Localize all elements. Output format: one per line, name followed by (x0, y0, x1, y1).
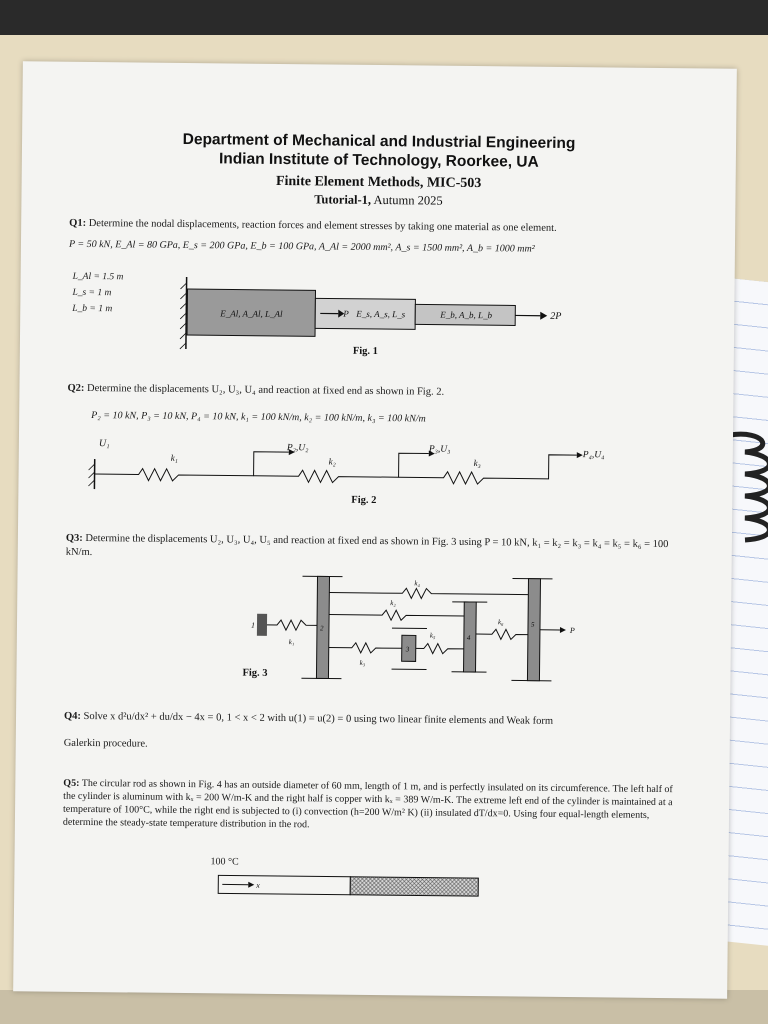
dark-background-strip (0, 0, 768, 35)
figure-4-rod-diagram (214, 873, 484, 898)
q2-label-u1: U₁ (98, 438, 110, 450)
q5-text: The circular rod as shown in Fig. 4 has an outside diameter of 60 mm, length of 1 m, and is perfectly insulated on its circumference. The left half of the cylinder is aluminum with kₓ = 200 W/m-K and the right half is copper with kₓ = 389 W/m-K. The extreme left end of the cylinder is maintained at a temperature of 100°C, while the right end is subjected to (i) convection (h=200 W/m² K) (ii) insulated dT/dx=0. Using four equal-length elements, determine the steady-state temperature distribution in the rod. (62, 777, 673, 831)
q2-label-k2: k₂ (328, 456, 336, 467)
q2-params: P₂ = 10 kN, P₃ = 10 kN, P₄ = 10 kN, k₁ = 100 kN/m, k₂ = 100 kN/m, k₃ = 100 kN/m (91, 410, 426, 425)
q3-number: Q3: (65, 532, 83, 544)
q2-label-p4u4: P₄,U₄ (582, 450, 605, 461)
q2-number: Q2: (67, 382, 85, 394)
q3-node-4: 4 (466, 633, 471, 643)
tutorial-sheet (13, 61, 737, 998)
q1-text: Determine the nodal displacements, reaction forces and element stresses by taking one material as one element. (88, 217, 557, 234)
q3-node-3: 3 (405, 645, 410, 654)
q1-params: P = 50 kN, E_Al = 80 GPa, E_s = 200 GPa, E_b = 100 GPa, A_Al = 2000 mm², A_s = 1500 mm², A_b = 1000 mm² (68, 238, 535, 255)
q1-label-p: P (343, 308, 349, 319)
term-label: Autumn 2025 (373, 192, 443, 208)
question-1 (69, 217, 689, 237)
q3-label-k4: k₄ (414, 579, 421, 588)
q3-node-1: 1 (250, 620, 256, 630)
tutorial-label: Tutorial-1, (314, 192, 372, 207)
q2-label-k3: k₃ (473, 458, 481, 469)
q3-label-k3: k₃ (359, 658, 366, 667)
q1-label-s: E_s, A_s, L_s (356, 308, 406, 320)
q3-label-k6: k₆ (497, 618, 504, 627)
q3-label-k1: k₁ (288, 638, 295, 647)
course-title: Finite Element Methods, MIC-503 (275, 173, 482, 192)
q3-node-2: 2 (319, 624, 324, 633)
q5-number: Q5: (63, 777, 80, 789)
q4-text-b: Galerkin procedure. (63, 737, 148, 750)
q1-label-b: E_b, A_b, L_b (440, 309, 493, 321)
figure-1-caption: Fig. 1 (352, 345, 379, 358)
q1-number: Q1: (69, 217, 87, 229)
q2-label-p3u3: P₃,U₃ (428, 444, 451, 455)
q1-length-b: L_b = 1 m (72, 303, 113, 315)
q3-label-k5: k₅ (429, 631, 436, 640)
institute-title: Indian Institute of Technology, Roorkee, UA (218, 150, 539, 171)
q5-temp-label: 100 °C (210, 856, 239, 868)
q1-length-al: L_Al = 1.5 m (72, 271, 124, 283)
figure-3-spring-network (241, 572, 575, 687)
q5-x-label: x (256, 880, 260, 890)
q1-length-s: L_s = 1 m (72, 287, 112, 299)
figure-3-caption: Fig. 3 (242, 667, 268, 679)
q3-node-5: 5 (530, 620, 535, 629)
question-5 (63, 777, 684, 835)
figure-1-bar-diagram (180, 273, 581, 357)
q4-number: Q4: (63, 710, 82, 722)
q3-label-p: P (569, 626, 575, 636)
question-4-continued (64, 737, 684, 757)
department-title: Department of Mechanical and Industrial Engineering (182, 130, 576, 153)
figure-2-spring-diagram (88, 434, 649, 500)
question-3 (66, 532, 686, 565)
figure-2-caption: Fig. 2 (351, 494, 377, 507)
question-4 (64, 710, 684, 730)
q2-label-k1: k₁ (170, 452, 178, 463)
q4-text-a: Solve x d²u/dx² + du/dx − 4x = 0, 1 < x < 2 with u(1) = u(2) = 0 using two linear finite elements and Weak form (83, 710, 554, 727)
question-2 (67, 382, 687, 402)
q2-text: Determine the displacements U₂, U₃, U₄ and reaction at fixed end as shown in Fig. 2. (86, 382, 445, 398)
q3-text: Determine the displacements U₂, U₃, U₄, U₅ and reaction at fixed end as shown in Fig. 3 using P = 10 kN, k₁ = k₂ = k₃ = k₄ = k₅ = k₆ = 100 kN/m. (65, 532, 669, 558)
q1-label-2p: 2P (550, 310, 562, 322)
q2-label-p2u2: P₂,U₂ (286, 443, 309, 454)
q3-label-k2: k₂ (390, 599, 396, 608)
q1-label-al: E_Al, A_Al, L_Al (220, 308, 283, 320)
